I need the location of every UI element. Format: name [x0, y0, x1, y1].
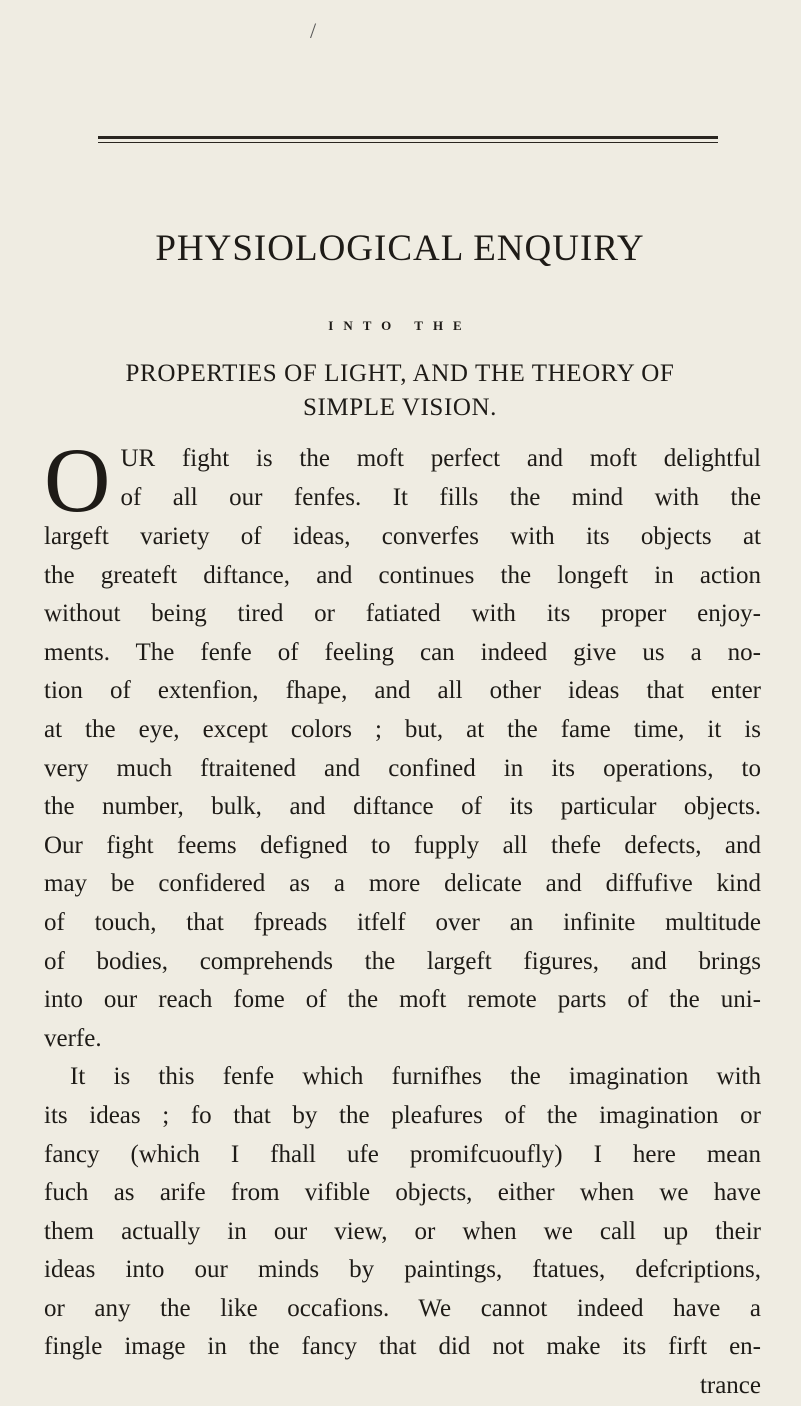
text-line: ments. The fenfe of feeling can indeed give us a no-	[44, 638, 761, 666]
body-text	[44, 429, 761, 1406]
text-line: of bodies, comprehends the largeft figures, and brings	[44, 947, 761, 975]
title-connector: INTO THE	[328, 318, 472, 333]
text-line: without being tired or fatiated with its proper enjoy-	[44, 600, 761, 628]
text-line: verfe.	[44, 1024, 102, 1052]
page-subtitle	[60, 357, 740, 425]
text-line: fingle image in the fancy that did not make its firft en-	[44, 1333, 761, 1361]
text-line: very much ftraitened and confined in its operations, to	[44, 754, 761, 782]
text-line: largeft variety of ideas, converfes with its objects at	[44, 523, 761, 550]
text-line: or any the like occafions. We cannot indeed have a	[44, 1294, 761, 1322]
text-line: It is this fenfe which furnifhes the imagination with	[70, 1063, 761, 1091]
text-line: fancy (which I fhall ufe promifcuoufly) I here mean	[44, 1140, 761, 1168]
text-line: UR fight is the moft perfect and moft delightful	[120, 445, 761, 472]
text-line: ideas into our minds by paintings, ftatues, defcriptions,	[44, 1256, 761, 1284]
drop-cap: O	[44, 429, 111, 531]
text-line: at the eye, except colors ; but, at the fame time, it is	[44, 715, 761, 743]
text-line: may be confidered as a more delicate and diffufive kind	[44, 870, 761, 898]
subtitle-line-2: SIMPLE VISION.	[302, 394, 498, 421]
text-line: of touch, that fpreads itfelf over an infinite multitude	[44, 908, 761, 936]
text-line: of all our fenfes. It fills the mind with the	[120, 483, 761, 511]
double-rule-divider	[98, 136, 718, 143]
text-line: the greateft diftance, and continues the longeft in action	[44, 561, 761, 589]
text-line: them actually in our view, or when we call up their	[44, 1217, 761, 1245]
text-line: tion of extenfion, fhape, and all other ideas that enter	[44, 677, 761, 705]
page-mark: /	[310, 18, 317, 43]
page-title: PHYSIOLOGICAL ENQUIRY	[155, 228, 645, 269]
text-line: its ideas ; fo that by the pleafures of the imagination or	[44, 1101, 761, 1129]
text-line: fuch as arife from vifible objects, either when we have	[44, 1179, 761, 1207]
text-line: the number, bulk, and diftance of its particular objects.	[44, 793, 761, 821]
catchword: trance	[699, 1372, 761, 1400]
text-line: Our fight feems defigned to fupply all thefe defects, and	[44, 831, 761, 859]
text-line: into our reach fome of the moft remote parts of the uni-	[44, 986, 761, 1014]
subtitle-line-1: PROPERTIES OF LIGHT, AND THE THEORY OF	[125, 360, 675, 387]
